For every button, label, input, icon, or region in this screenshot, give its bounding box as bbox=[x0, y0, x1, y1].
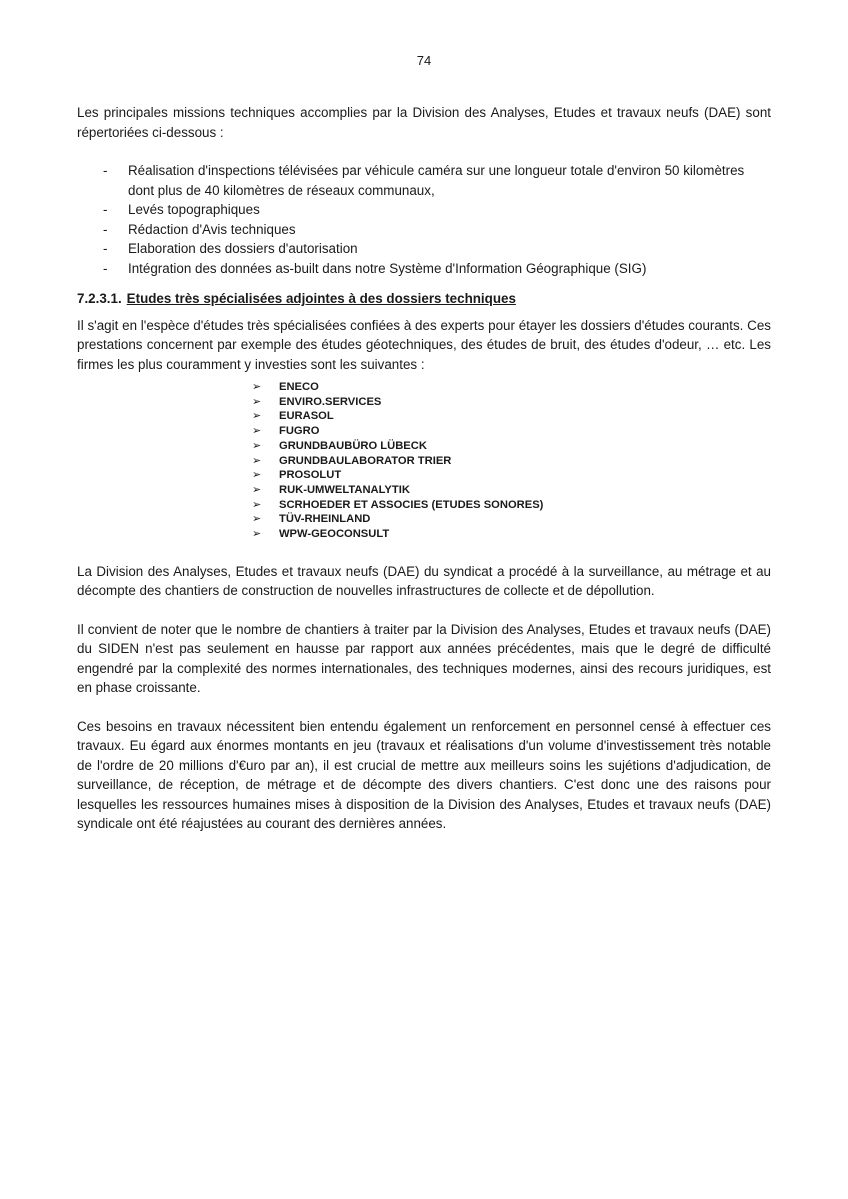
arrow-bullet-icon: ➢ bbox=[252, 381, 262, 393]
list-item bbox=[77, 239, 771, 259]
document-body bbox=[77, 103, 771, 834]
surveillance-paragraph: La Division des Analyses, Etudes et travaux neufs (DAE) du syndicat a procédé à la surveillance, au métrage et au décompte des chantiers de construction de nouvelles infrastructures de collecte et de dépollution. bbox=[77, 563, 771, 599]
arrow-bullet-icon: ➢ bbox=[252, 454, 262, 467]
firm-name: PROSOLUT bbox=[279, 469, 342, 482]
list-item-text: Elaboration des dossiers d'autorisation bbox=[128, 241, 358, 256]
firm-item bbox=[252, 527, 771, 542]
section-intro-paragraph: Il s'agit en l'espèce d'études très spécialisées confiées à des experts pour étayer les dossiers d'études courants. Ces prestations concernent par exemple des études géotechniques, des études de bruit, des études d'odeur, … etc. Les firmes les plus couramment y investies sont les suivantes : bbox=[77, 317, 771, 372]
section-number: 7.2.3.1. bbox=[77, 291, 122, 306]
list-item-text: Rédaction d'Avis techniques bbox=[128, 221, 296, 237]
firm-name: GRUNDBAULABORATOR TRIER bbox=[279, 454, 452, 467]
intro-paragraph: Les principales missions techniques accomplies par la Division des Analyses, Etudes et travaux neufs (DAE) sont répertoriées ci-dessous : bbox=[77, 105, 771, 140]
firm-name: SCRHOEDER ET ASSOCIES (ETUDES SONORES) bbox=[279, 498, 544, 511]
arrow-bullet-icon: ➢ bbox=[252, 513, 262, 526]
firm-item bbox=[252, 483, 771, 498]
firm-name: RUK-UMWELTANALYTIK bbox=[279, 483, 410, 496]
firm-item bbox=[252, 380, 771, 395]
firm-item bbox=[252, 395, 771, 410]
arrow-bullet-icon: ➢ bbox=[252, 483, 262, 496]
firm-name: FUGRO bbox=[279, 425, 320, 438]
arrow-bullet-icon: ➢ bbox=[252, 425, 262, 438]
staffing-paragraph: Ces besoins en travaux nécessitent bien entendu également un renforcement en personnel censé à effectuer ces travaux. Eu égard aux énormes montants en jeu (travaux et réalisations d'un volume d'investissement très notable de l'ordre de 20 millions d'€uro par an), il est crucial de mettre aux meilleurs soins les sujétions d'adjudication, de surveillance, de réception, de métrage et de décompte des divers chantiers. C'est donc une des raisons pour lesquelles les ressources humaines mises à disposition de la Division des Analyses, Etudes et travaux neufs (DAE) syndicale ont été réajustées au courant des dernières années. bbox=[77, 718, 771, 832]
list-item-text: Réalisation d'inspections télévisées par véhicule caméra sur une longueur totale d'environ 50 kilomètres dont plus de 40 kilomètres de réseaux communaux, bbox=[128, 163, 745, 198]
firms-list bbox=[77, 380, 771, 542]
firm-name: ENECO bbox=[279, 381, 319, 393]
dash-bullet: - bbox=[103, 163, 108, 178]
firm-name: GRUNDBAUBÜRO LÜBECK bbox=[279, 439, 427, 452]
list-item bbox=[77, 259, 771, 279]
arrow-bullet-icon: ➢ bbox=[252, 498, 262, 511]
firm-name: EURASOL bbox=[279, 410, 334, 423]
arrow-bullet-icon: ➢ bbox=[252, 439, 262, 452]
section-heading bbox=[77, 289, 771, 309]
dash-bullet: - bbox=[103, 202, 108, 217]
list-item bbox=[77, 161, 771, 200]
arrow-bullet-icon: ➢ bbox=[252, 410, 262, 423]
list-item bbox=[77, 220, 771, 240]
dash-bullet: - bbox=[103, 241, 108, 256]
list-item-text: Intégration des données as-built dans notre Système d'Information Géographique (SIG) bbox=[128, 260, 647, 276]
list-item bbox=[77, 200, 771, 220]
page-number: 74 bbox=[416, 53, 432, 68]
firm-item bbox=[252, 512, 771, 527]
firm-name: WPW-GEOCONSULT bbox=[279, 528, 390, 541]
firm-item bbox=[252, 468, 771, 483]
arrow-bullet-icon: ➢ bbox=[252, 395, 262, 408]
firm-item bbox=[252, 424, 771, 439]
firm-item bbox=[252, 439, 771, 454]
list-item-text: Levés topographiques bbox=[128, 202, 260, 217]
firm-item bbox=[252, 498, 771, 513]
firm-item bbox=[252, 409, 771, 424]
difficulty-paragraph: Il convient de noter que le nombre de chantiers à traiter par la Division des Analyses, Etudes et travaux neufs (DAE) du SIDEN n'est pas seulement en hausse par rapport aux années précédentes, mais que le degré de difficulté engendré par la complexité des normes internationales, des techniques modernes, ainsi des recours juridiques, est en phase croissante. bbox=[77, 621, 771, 696]
arrow-bullet-icon: ➢ bbox=[252, 469, 262, 482]
section-title: Etudes très spécialisées adjointes à des dossiers techniques bbox=[126, 291, 516, 306]
missions-list bbox=[77, 161, 771, 278]
firm-name: TÜV-RHEINLAND bbox=[279, 513, 371, 526]
firm-item bbox=[252, 454, 771, 469]
dash-bullet: - bbox=[103, 260, 108, 276]
firm-name: ENVIRO.SERVICES bbox=[279, 395, 382, 408]
dash-bullet: - bbox=[103, 221, 108, 237]
arrow-bullet-icon: ➢ bbox=[252, 528, 262, 541]
